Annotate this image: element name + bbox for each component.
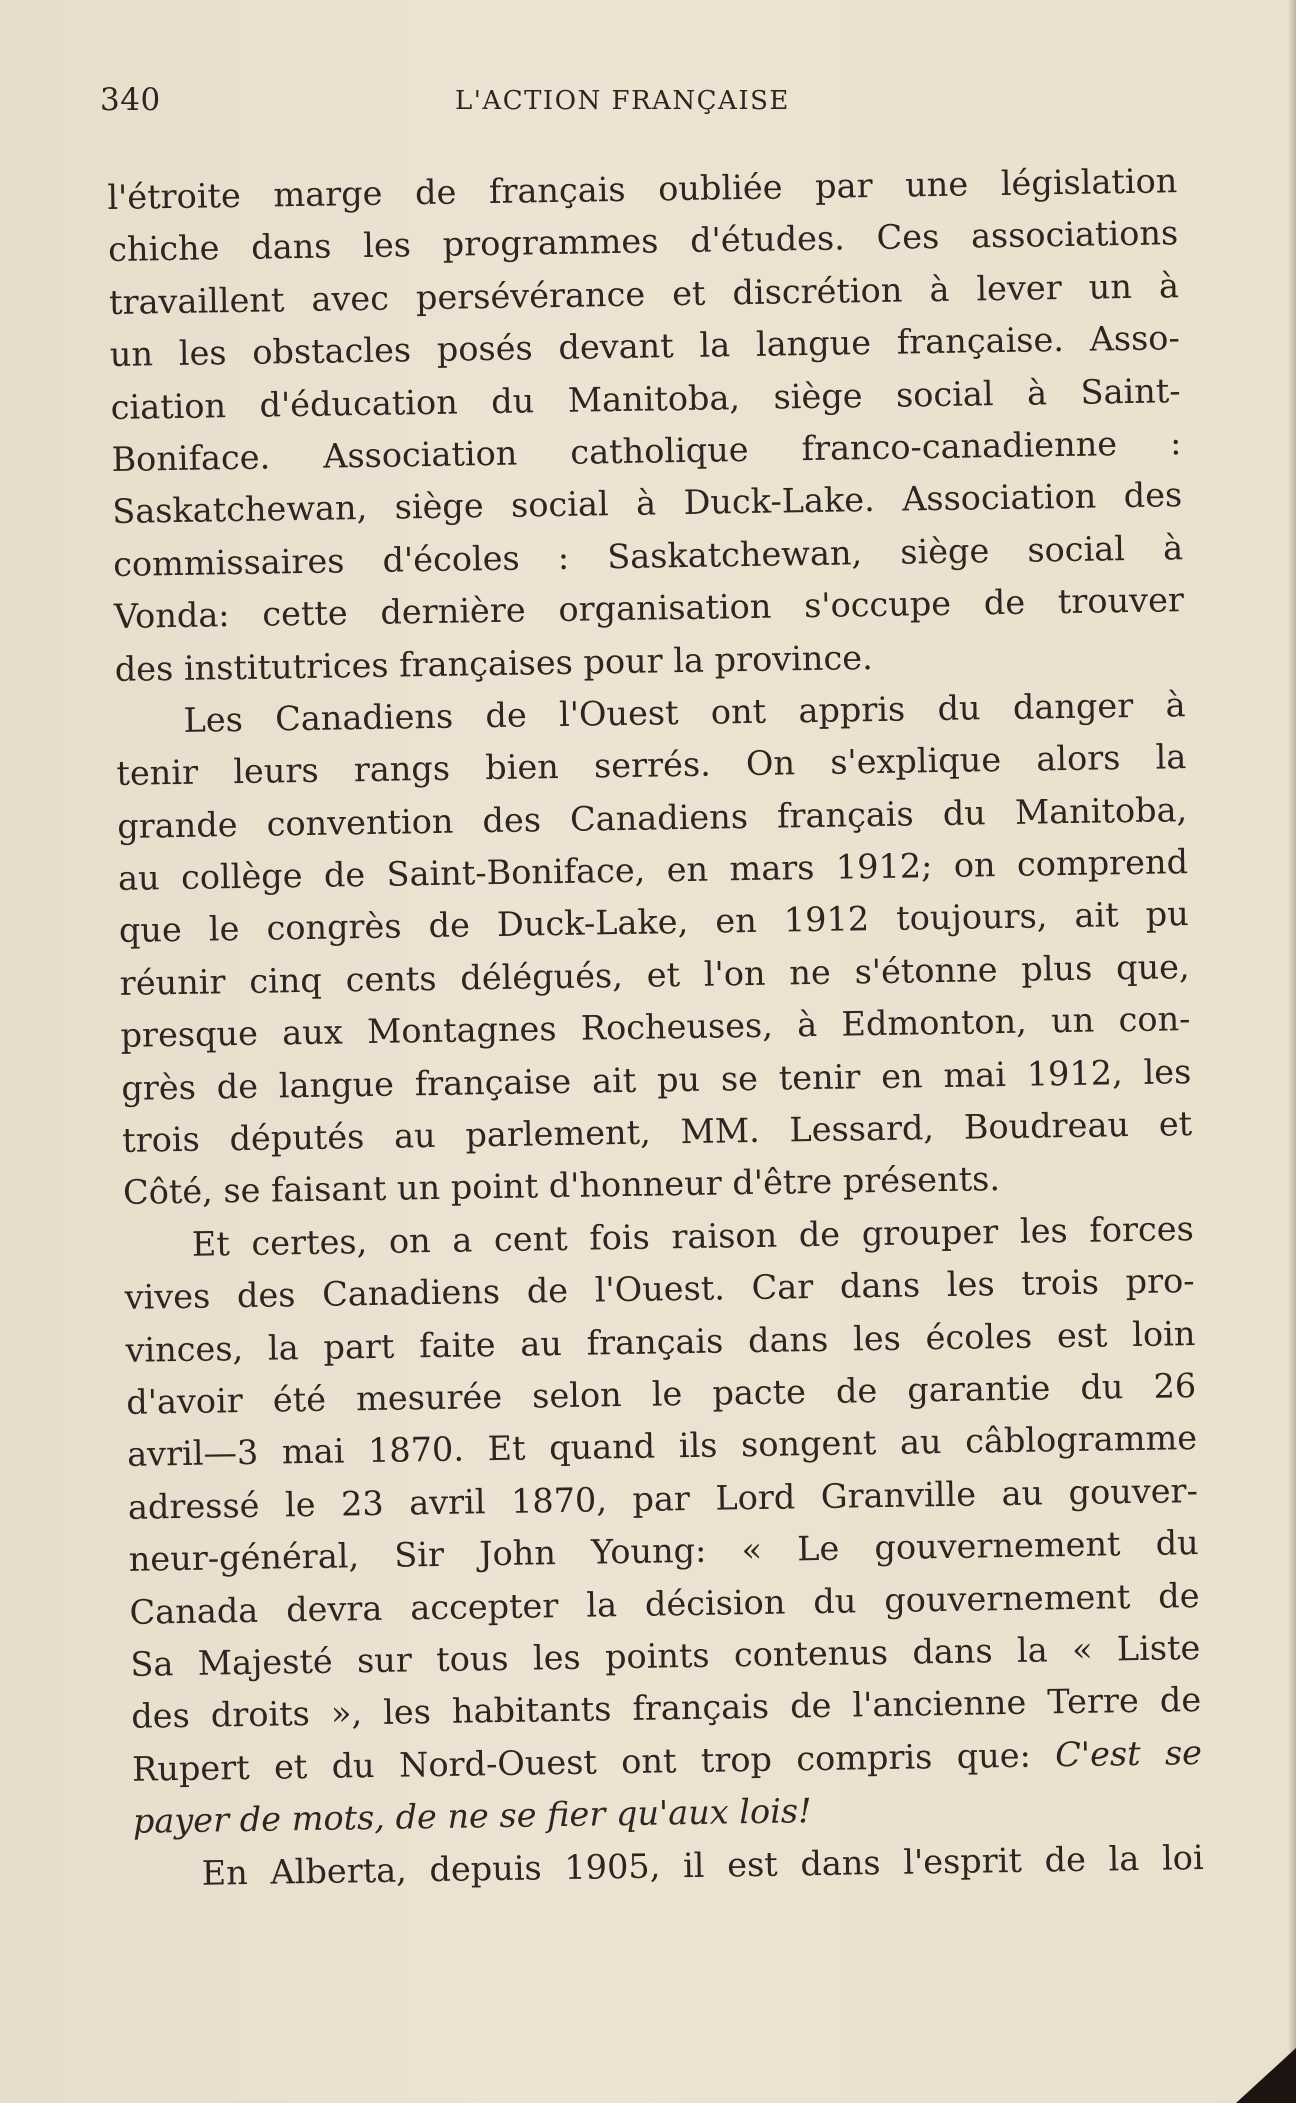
text-line: vinces, la part faite au français dans les écoles est loin: [125, 1313, 1196, 1370]
text-line: vives des Canadiens de l'Ouest. Car dans les trois pro-: [124, 1261, 1195, 1318]
page-number: 340: [100, 82, 161, 118]
text-line: Boniface. Association catholique franco-canadienne :: [111, 423, 1182, 479]
text-line: Saskatchewan, siège social à Duck-Lake. Association des: [112, 475, 1183, 532]
paragraph-start-line: Les Canadiens de l'Ouest ont appris du danger à: [183, 685, 1186, 740]
page-corner-mark: [1236, 2048, 1296, 2103]
text-line: Vonda: cette dernière organisation s'occupe de trouver: [113, 580, 1185, 637]
text-line: grès de langue française ait pu se tenir en mai 1912, les: [121, 1051, 1192, 1108]
text-line: réunir cinq cents délégués, et l'on ne s'étonne plus que,: [119, 946, 1190, 1003]
text-line: adressé le 23 avril 1870, par Lord Granville au gouver-: [127, 1470, 1199, 1527]
running-title: L'ACTION FRANÇAISE: [455, 86, 790, 116]
text-line: que le congrès de Duck-Lake, en 1912 toujours, ait pu: [118, 894, 1190, 951]
text-line: neur-général, Sir John Young: « Le gouvernement du: [128, 1523, 1199, 1579]
text-line: des institutrices françaises pour la province.: [114, 637, 873, 689]
text-line: un les obstacles posés devant la langue française. Asso-: [109, 318, 1181, 375]
text-line: trois députés au parlement, MM. Lessard, Boudreau et: [121, 1104, 1193, 1160]
text-line: au collège de Saint-Boniface, en mars 1912; on comprend: [117, 842, 1189, 898]
text-line: tenir leurs rangs bien serrés. On s'explique alors la: [116, 737, 1187, 794]
italic-segment: C'est se: [1054, 1732, 1203, 1775]
body-text: [107, 155, 1204, 1900]
text-line: ciation d'éducation du Manitoba, siège social à Saint-: [110, 370, 1181, 427]
text-line: chiche dans les programmes d'études. Ces associations: [107, 213, 1179, 270]
text-line: l'étroite marge de français oubliée par une législation: [107, 161, 1178, 217]
text-line: Sa Majesté sur tous les points contenus dans la « Liste: [130, 1627, 1201, 1684]
text-line: d'avoir été mesurée selon le pacte de garantie du 26: [126, 1366, 1197, 1422]
text-line: Côté, se faisant un point d'honneur d'être présents.: [122, 1159, 1001, 1213]
text-line: grande convention des Canadiens français du Manitoba,: [116, 789, 1188, 846]
text-segment: Rupert et du Nord-Ouest ont trop compris que:: [131, 1735, 1032, 1789]
page-header: [100, 82, 1180, 132]
text-line: des droits », les habitants français de l'ancienne Terre de: [130, 1680, 1202, 1737]
text-line: presque aux Montagnes Rocheuses, à Edmonton, un con-: [120, 999, 1191, 1056]
page-edge-shadow: [1288, 0, 1296, 2103]
text-line: avril—3 mai 1870. Et quand ils songent au câblogramme: [126, 1418, 1198, 1475]
text-line: Canada devra accepter la décision du gouvernement de: [129, 1575, 1200, 1632]
paragraph-start-line: Et certes, on a cent fois raison de grouper les forces: [191, 1208, 1195, 1264]
text-line: travaillent avec persévérance et discrétion à lever un à: [108, 265, 1180, 322]
italic-text-line: payer de mots, de ne se fier qu'aux lois!: [132, 1791, 812, 1841]
text-line: commissaires d'écoles : Saskatchewan, siège social à: [112, 527, 1184, 584]
paragraph-start-line: En Alberta, depuis 1905, il est dans l'esprit de la loi: [201, 1837, 1204, 1893]
